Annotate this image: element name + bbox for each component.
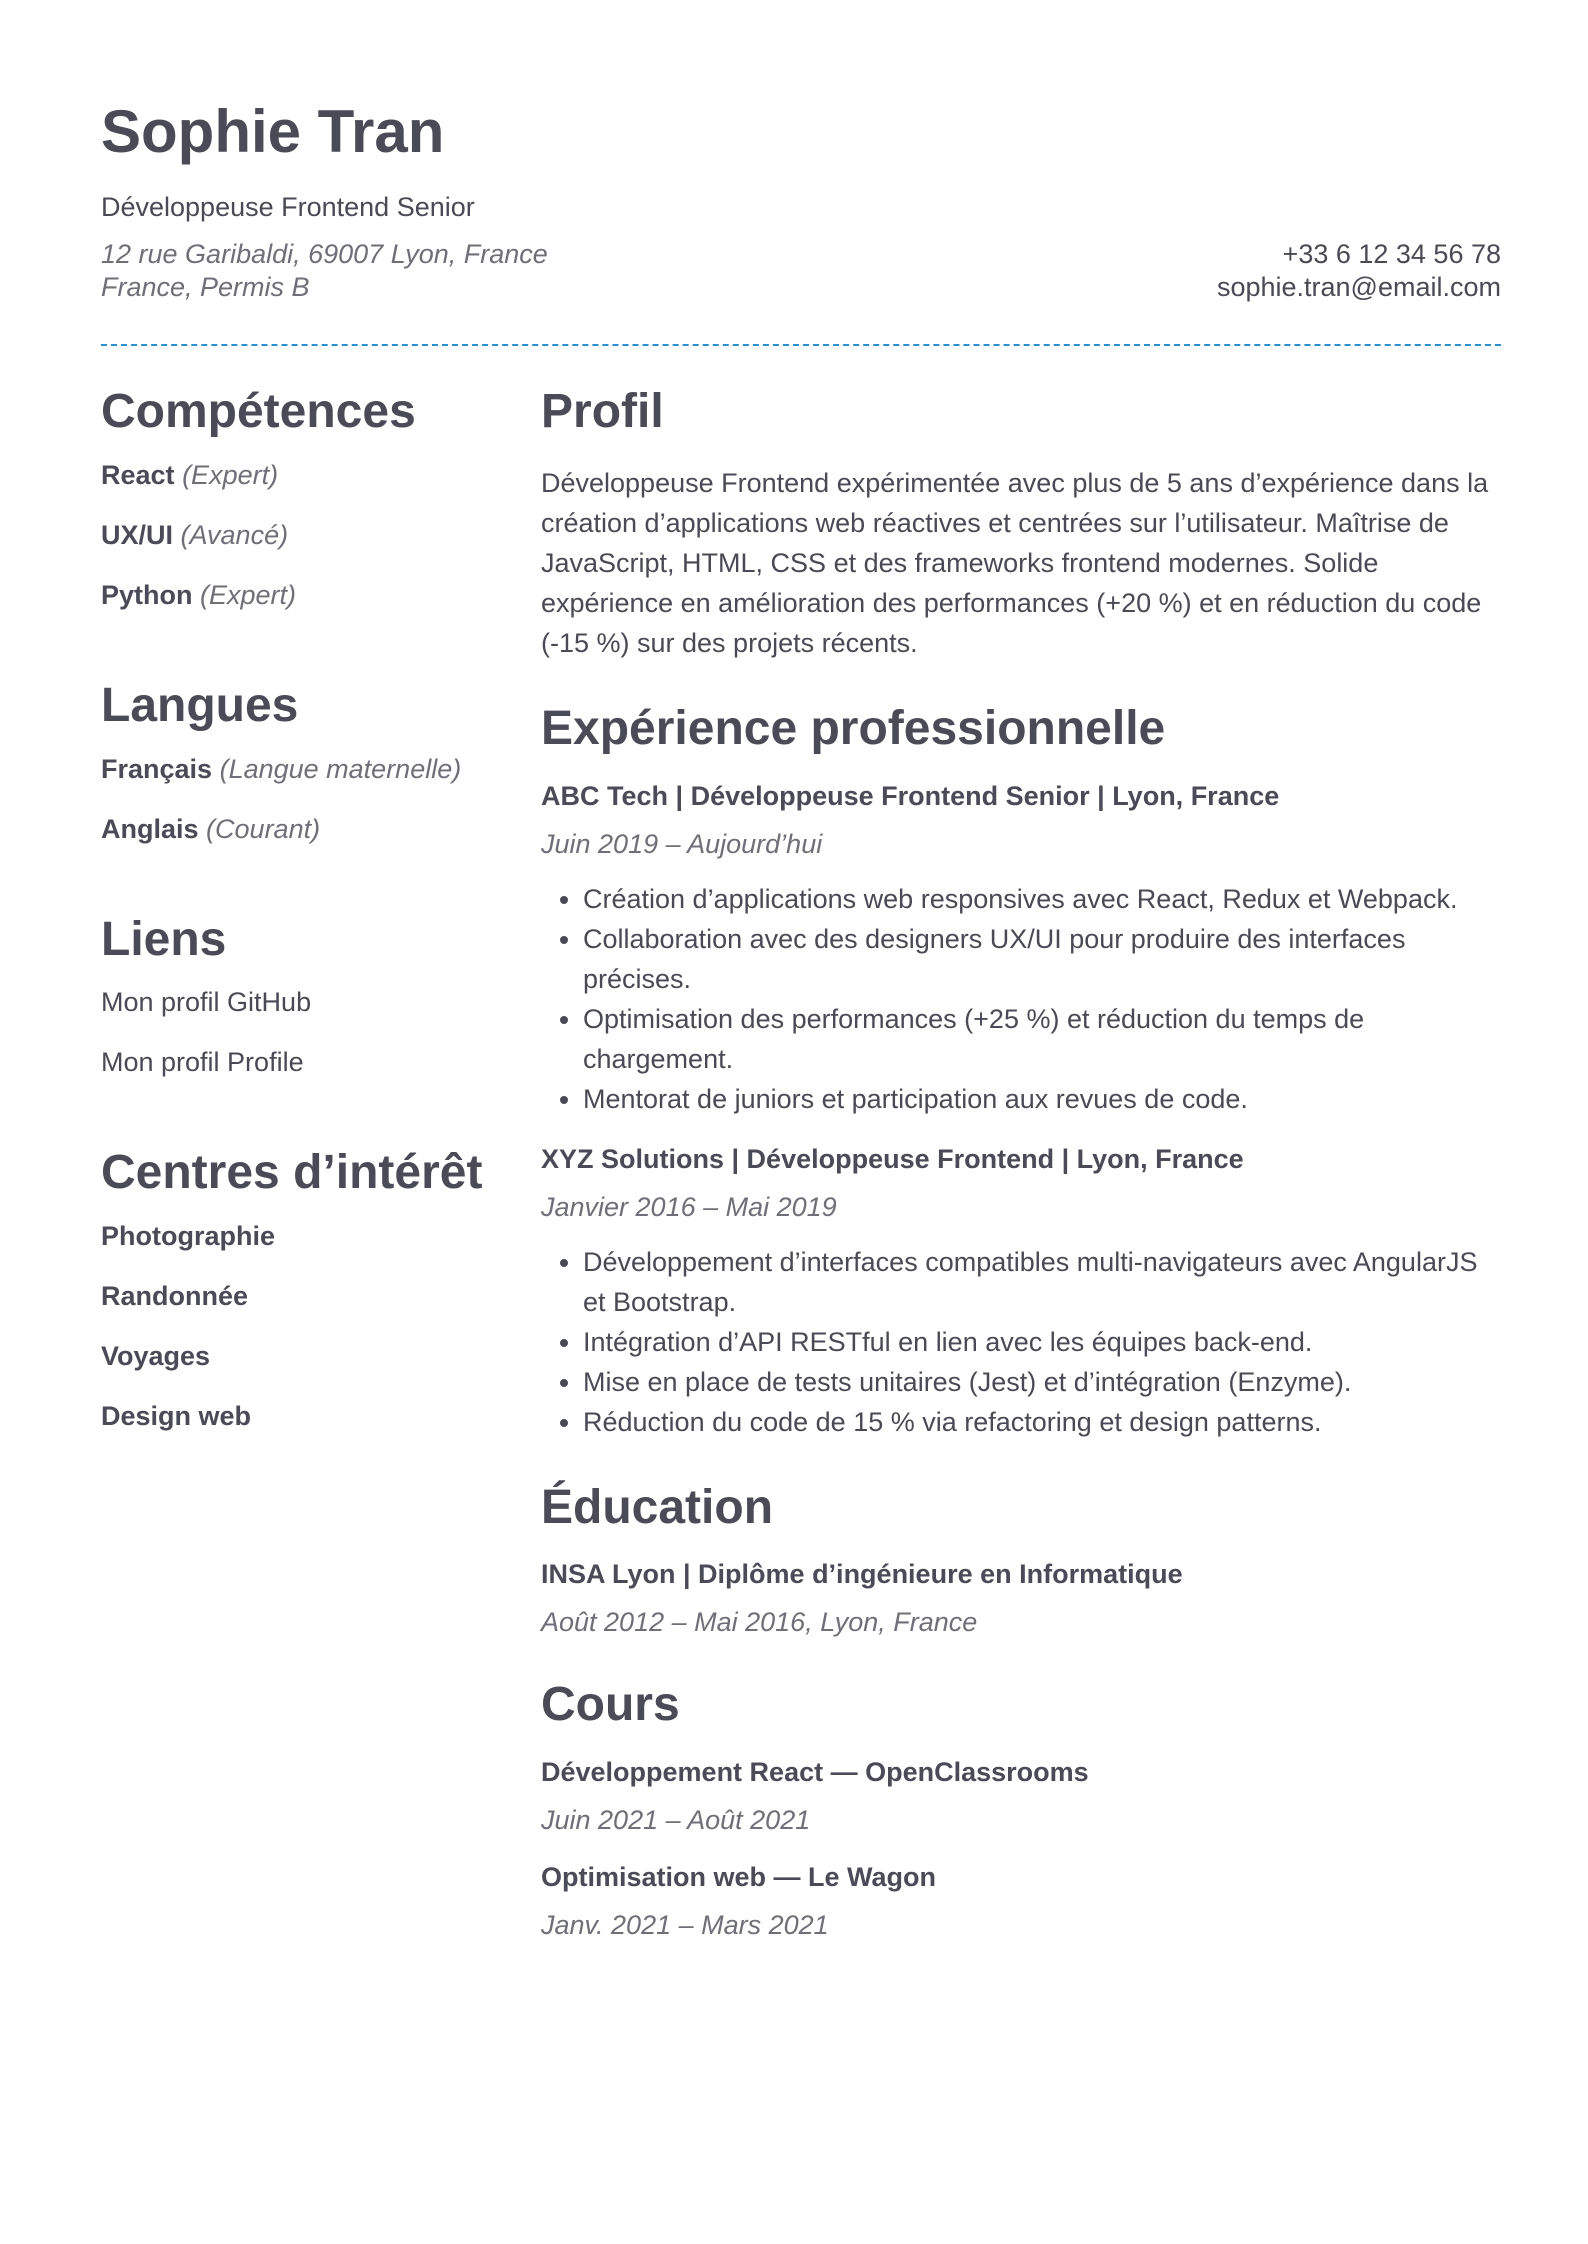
education-heading: INSA Lyon | Diplôme d’ingénieure en Informatique bbox=[541, 1559, 1183, 1590]
bullet-item: • Optimisation des performances (+25 %) et réduction du temps de chargement. bbox=[583, 999, 1501, 1079]
section-title: Centres d’intérêt bbox=[101, 1146, 483, 1200]
interests-section bbox=[101, 1147, 541, 1433]
resume-header bbox=[101, 98, 1501, 346]
course-dates: Juin 2021 – Août 2021 bbox=[541, 1805, 811, 1836]
bullet-item: • Création d’applications web responsives avec React, Redux et Webpack. bbox=[583, 879, 1501, 919]
link-github[interactable]: Mon profil GitHub bbox=[101, 987, 312, 1018]
language-name: Français bbox=[101, 753, 213, 784]
bullet-item: • Mentorat de juniors et participation aux revues de code. bbox=[583, 1079, 1501, 1119]
contact-block bbox=[1217, 238, 1501, 304]
skill-level: (Expert) bbox=[182, 459, 279, 490]
bullet-item: • Intégration d’API RESTful en lien avec les équipes back-end. bbox=[583, 1322, 1501, 1362]
section-title: Liens bbox=[101, 912, 227, 966]
header-divider bbox=[101, 344, 1501, 346]
course-heading: Développement React — OpenClassrooms bbox=[541, 1757, 1089, 1788]
section-title: Expérience professionnelle bbox=[541, 701, 1166, 755]
phone: +33 6 12 34 56 78 bbox=[1282, 239, 1501, 269]
skill-item bbox=[101, 459, 541, 492]
resume-page bbox=[101, 90, 1501, 1982]
skills-section bbox=[101, 386, 541, 612]
links-section bbox=[101, 914, 541, 1080]
experience-entry bbox=[541, 780, 1501, 1119]
language-item bbox=[101, 813, 541, 846]
profile-section bbox=[541, 386, 1501, 663]
job-dates: Janvier 2016 – Mai 2019 bbox=[541, 1191, 837, 1222]
section-title: Éducation bbox=[541, 1480, 774, 1534]
skill-name: React bbox=[101, 459, 175, 490]
email[interactable]: sophie.tran@email.com bbox=[1216, 272, 1501, 302]
profile-text: Développeuse Frontend expérimentée avec plus de 5 ans d’expérience dans la création d’applications web réactives et centrées sur l’utilisateur. Maîtrise de JavaScript, HTML, CSS et des frameworks frontend modernes. Solide expérience en amélioration des performances (+20 %) et en réduction du code (-15 %) sur des projets récents. bbox=[541, 467, 1489, 658]
skill-item bbox=[101, 579, 541, 612]
language-name: Anglais bbox=[101, 813, 199, 844]
resume-body bbox=[101, 386, 1501, 1982]
course-heading: Optimisation web — Le Wagon bbox=[541, 1862, 937, 1893]
interest-item: Voyages bbox=[101, 1341, 211, 1372]
job-heading: ABC Tech | Développeuse Frontend Senior | Lyon, France bbox=[541, 780, 1280, 811]
extra-info: France, Permis B bbox=[101, 272, 310, 302]
skill-name: UX/UI bbox=[101, 519, 174, 550]
interest-item: Design web bbox=[101, 1401, 252, 1432]
bullet-item: • Développement d’interfaces compatibles multi-navigateurs avec AngularJS et Bootstrap. bbox=[583, 1242, 1501, 1322]
languages-section bbox=[101, 680, 541, 846]
education-dates: Août 2012 – Mai 2016, Lyon, France bbox=[541, 1607, 978, 1638]
sidebar bbox=[101, 386, 541, 1982]
skills-list bbox=[101, 459, 541, 612]
link-profile[interactable]: Mon profil Profile bbox=[101, 1047, 304, 1078]
course-entry bbox=[541, 1861, 1501, 1942]
links-list bbox=[101, 986, 541, 1079]
languages-list bbox=[101, 753, 541, 846]
section-title: Langues bbox=[101, 678, 299, 732]
interest-item: Randonnée bbox=[101, 1281, 249, 1312]
bullet-item: • Collaboration avec des designers UX/UI pour produire des interfaces précises. bbox=[583, 919, 1501, 999]
contact-row bbox=[101, 238, 1501, 304]
candidate-role: Développeuse Frontend Senior bbox=[101, 192, 475, 222]
section-title: Profil bbox=[541, 385, 664, 438]
section-title: Cours bbox=[541, 1678, 680, 1732]
interests-list bbox=[101, 1220, 541, 1433]
education-section bbox=[541, 1482, 1501, 1640]
job-bullets bbox=[541, 1242, 1501, 1442]
experience-section bbox=[541, 703, 1501, 1442]
courses-section bbox=[541, 1679, 1501, 1942]
bullet-item: • Réduction du code de 15 % via refactoring et design patterns. bbox=[583, 1402, 1501, 1442]
job-bullets bbox=[541, 879, 1501, 1119]
address: 12 rue Garibaldi, 69007 Lyon, France bbox=[101, 239, 548, 269]
skill-level: (Expert) bbox=[200, 579, 297, 610]
interest-item: Photographie bbox=[101, 1221, 275, 1252]
language-level: (Langue maternelle) bbox=[219, 753, 462, 784]
course-dates: Janv. 2021 – Mars 2021 bbox=[541, 1910, 829, 1941]
bullet-item: • Mise en place de tests unitaires (Jest) et d’intégration (Enzyme). bbox=[583, 1362, 1501, 1402]
main-column bbox=[541, 386, 1501, 1982]
experience-entry bbox=[541, 1143, 1501, 1442]
job-dates: Juin 2019 – Aujourd’hui bbox=[541, 828, 823, 859]
skill-item bbox=[101, 519, 541, 552]
language-level: (Courant) bbox=[206, 813, 321, 844]
candidate-name: Sophie Tran bbox=[101, 98, 445, 165]
section-title: Compétences bbox=[101, 385, 416, 438]
skill-level: (Avancé) bbox=[180, 519, 289, 550]
job-heading: XYZ Solutions | Développeuse Frontend | Lyon, France bbox=[541, 1143, 1244, 1174]
language-item bbox=[101, 753, 541, 786]
skill-name: Python bbox=[101, 579, 193, 610]
address-block bbox=[101, 238, 548, 304]
course-entry bbox=[541, 1756, 1501, 1837]
